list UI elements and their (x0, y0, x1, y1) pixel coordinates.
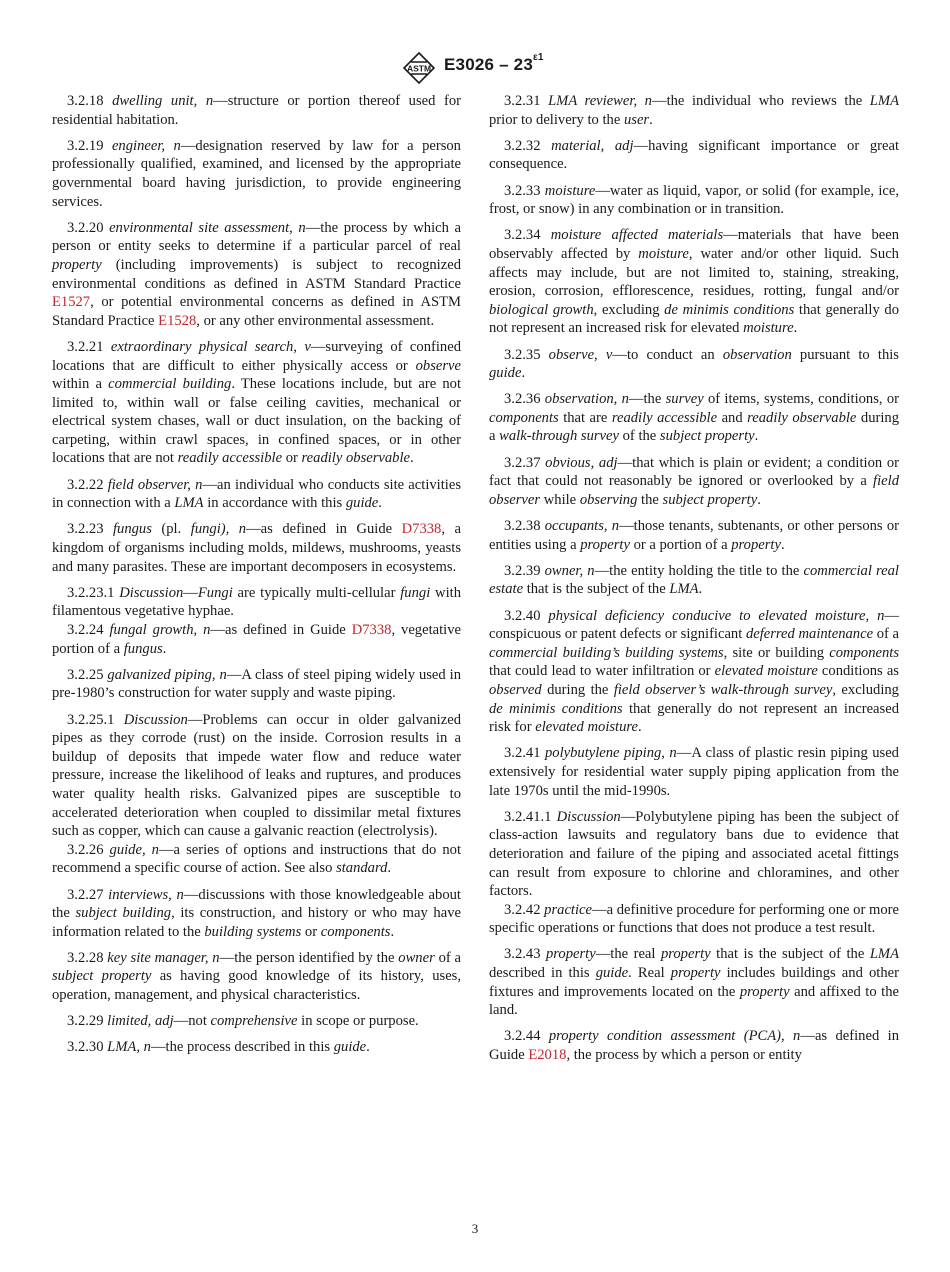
reference-link-e1527[interactable]: E1527 (52, 294, 91, 311)
definition-3-2-26: 3.2.26 guide, n—a series of options and instructions that do not recommend a specific course of action. See also standard. (52, 841, 461, 877)
reference-link-d7338-2[interactable]: D7338 (351, 622, 392, 638)
definition-3-2-37: 3.2.37 obvious, adj—that which is plain or evident; a condition or fact that could not reasonably be ignored or overlooked by a field observer while observing the subject property. (489, 454, 899, 508)
svg-text:ASTM: ASTM (406, 63, 432, 74)
definition-3-2-20: 3.2.20 environmental site assessment, n—the process by which a person or entity seeks to determine if a particular parcel of real property (including improvements) is subject to recognized environmental conditions as defined in ASTM Standard Practice E1527, or potential environmental concerns as defined in ASTM Standard Practice E1528, or any other environmental assessment. (52, 219, 461, 329)
definition-3-2-41: 3.2.41 polybutylene piping, n—A class of plastic resin piping used extensively for residential water supply piping application from the late 1970s until the mid-1990s. (489, 745, 899, 799)
definition-3-2-40: 3.2.40 physical deficiency conducive to elevated moisture, n—conspicuous or patent defects or significant deferred maintenance of a commercial building’s building systems, site or building components that could lead to water infiltration or elevated moisture conditions as observed during the field observer’s walk-through survey, excluding de minimis conditions that generally do not represent an increased risk for elevated moisture. (489, 607, 899, 736)
definition-3-2-35: 3.2.35 observe, v—to conduct an observation pursuant to this guide. (489, 346, 899, 382)
definition-3-2-34: 3.2.34 moisture affected materials—materials that have been observably affected by moisture, water and/or other liquid. Such affects may include, but are not limited to, staining, streaking, erosion, corrosion, efflorescence, residues, rotting, fungal and/or biological growth, excluding de minimis conditions that generally do not represent an increased risk for elevated moisture. (489, 227, 899, 337)
definition-3-2-39: 3.2.39 owner, n—the entity holding the title to the commercial real estate that is the subject of the LMA. (489, 562, 899, 598)
astm-logo-icon (401, 52, 437, 84)
left-column (52, 92, 461, 1065)
definition-3-2-38: 3.2.38 occupants, n—those tenants, subtenants, or other persons or entities using a property or a portion of a property. (489, 518, 899, 553)
discussion-3-2-23-1: 3.2.23.1 Discussion—Fungi are typically multi-cellular fungi with filamentous vegetative hyphae. (52, 584, 461, 620)
page-number: 3 (471, 1221, 479, 1236)
definition-3-2-27: 3.2.27 interviews, n—discussions with those knowledgeable about the subject building, its construction, and history or who may have information related to the building systems or components. (52, 886, 461, 940)
page-header (0, 48, 950, 88)
reference-link-e2018[interactable]: E2018 (528, 1047, 567, 1064)
definition-3-2-28: 3.2.28 key site manager, n—the person identified by the owner of a subject property as having good knowledge of its history, uses, operation, management, and physical characteristics. (52, 949, 461, 1004)
definition-3-2-31: 3.2.31 LMA reviewer, n—the individual who reviews the LMA prior to delivery to the user. (489, 93, 899, 128)
discussion-3-2-41-1: 3.2.41.1 Discussion—Polybutylene piping has been the subject of class-action lawsuits and regulatory bans due to evidence that deterioration and failure of the piping and associated acetal fittings can result from exposure to chlorine and chloramines, and other factors. (489, 808, 899, 900)
definition-3-2-18: 3.2.18 dwelling unit, n—structure or portion thereof used for residential habitation. (52, 93, 461, 128)
definition-3-2-29: 3.2.29 limited, adj—not comprehensive in scope or purpose. (67, 1013, 419, 1030)
definition-3-2-23: 3.2.23 fungus (pl. fungi), n—as defined in Guide D7338, a kingdom of organisms including molds, mildews, mushrooms, yeasts and many parasites. These are important decomposers in ecosystems. (52, 521, 461, 575)
definition-3-2-36: 3.2.36 observation, n—the survey of items, systems, conditions, or components that are readily accessible and readily observable during a walk-through survey of the subject property. (489, 391, 899, 445)
reference-link-e1528[interactable]: E1528 (158, 312, 197, 329)
definition-3-2-43: 3.2.43 property—the real property that is the subject of the LMA described in this guide. Real property includes buildings and other fixtures and improvements located on the property and affixed to the land. (489, 946, 900, 1019)
definition-3-2-33: 3.2.33 moisture—water as liquid, vapor, or solid (for example, ice, frost, or snow) in any combination or in transition. (489, 182, 899, 218)
document-designation: $E3026 - 23^{\varepsilon 1}$ (444, 52, 544, 74)
definition-3-2-19: 3.2.19 engineer, n—designation reserved by law for a person professionally qualified, examined, and licensed by the appropriate governmental board having jurisdiction, to provide engineering services. (52, 137, 461, 210)
reference-link-d7338[interactable]: D7338 (401, 521, 442, 538)
definition-3-2-25: 3.2.25 galvanized piping, n—A class of steel piping widely used in pre-1980’s construction for water supply and waste piping. (52, 666, 461, 702)
definition-3-2-22: 3.2.22 field observer, n—an individual who conducts site activities in connection with a LMA in accordance with this guide. (52, 476, 461, 512)
right-column (489, 92, 899, 1072)
definition-3-2-42: 3.2.42 practice—a definitive procedure for performing one or more specific operations or functions that does not produce a test result. (489, 901, 899, 937)
discussion-3-2-25-1: 3.2.25.1 Discussion—Problems can occur in older galvanized pipes as they corrode (rust) on the inside. Corrosion results in a buildup of deposits that impede water flow and reduce water pressure, increase the likelihood of leaks and ruptures, and produces water quality health risks. Galvanized pipes are susceptible to accelerated deterioration when coupled to dissimilar metal fixtures such as copper, which can cause a galvanic reaction (electrolysis). (52, 711, 461, 840)
definition-3-2-32: 3.2.32 material, adj—having significant importance or great consequence. (489, 137, 900, 173)
definition-3-2-30: 3.2.30 LMA, n—the process described in this guide. (67, 1039, 370, 1056)
definition-3-2-24: 3.2.24 fungal growth, n—as defined in Guide D7338, vegetative portion of a fungus. (52, 622, 461, 657)
definition-3-2-44: 3.2.44 property condition assessment (PCA), n—as defined in Guide E2018, the process by which a person or entity (489, 1028, 899, 1064)
definition-3-2-21: 3.2.21 extraordinary physical search, v—surveying of confined locations that are difficult to either physically access or observe within a commercial building. These locations include, but are not limited to, within wall or false ceiling cavities, mechanical or electrical system chases, wall or duct insulation, on the backing of carpeting, within crawl spaces, in confined spaces, or in other locations that are not readily accessible or readily observable. (52, 338, 461, 467)
edition-superscript: ε1 (532, 52, 544, 64)
